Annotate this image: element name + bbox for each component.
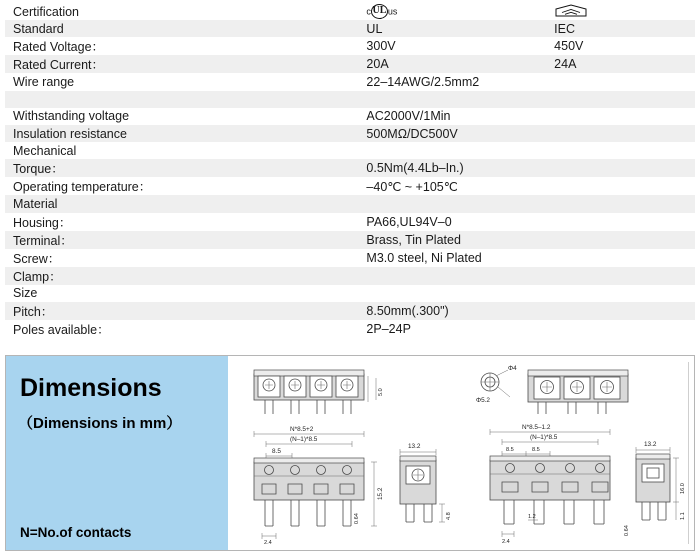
svg-text:N*8.5+2: N*8.5+2 (290, 426, 314, 433)
spec-body (5, 3, 695, 338)
specification-table (5, 3, 695, 338)
ul-us-text: us (387, 6, 398, 17)
spec-label: Standard (5, 20, 366, 37)
table-row (5, 249, 695, 267)
spec-value-ul: 8.50mm(.300") (366, 302, 554, 320)
spec-label: Rated Voltage： (5, 37, 366, 55)
spec-label: Withstanding voltage (5, 108, 366, 125)
spec-value-ul: 0.5Nm(4.4Lb–In.) (366, 159, 554, 177)
table-row (5, 125, 695, 142)
dimensions-header-block (6, 356, 228, 550)
drawing-front-view-right (490, 424, 610, 545)
spec-label: Material (5, 195, 366, 212)
svg-text:5.0: 5.0 (378, 388, 384, 396)
spec-value-iec (554, 91, 695, 108)
svg-text:13.2: 13.2 (408, 443, 421, 450)
svg-text:13.2: 13.2 (644, 441, 657, 448)
table-row (5, 320, 695, 338)
spec-value-iec (554, 267, 695, 285)
svg-text:N*8.5–1.2: N*8.5–1.2 (522, 424, 551, 431)
cert-ul-mark (366, 3, 554, 20)
svg-text:0.64: 0.64 (624, 525, 630, 536)
spec-label: Screw： (5, 249, 366, 267)
drawing-front-view (254, 426, 384, 546)
dimensions-panel (5, 355, 695, 551)
table-row (5, 73, 695, 90)
page-title: Dimensions (20, 374, 162, 402)
table-row (5, 213, 695, 231)
spec-value-iec (554, 213, 695, 231)
svg-text:4.8: 4.8 (446, 512, 452, 520)
spec-value-ul (366, 195, 554, 212)
spec-label: Clamp： (5, 267, 366, 285)
svg-text:Φ4: Φ4 (508, 365, 517, 372)
table-row (5, 55, 695, 73)
spec-value-iec (554, 108, 695, 125)
svg-text:1.2: 1.2 (528, 514, 536, 520)
spec-label: Size (5, 285, 366, 302)
spec-value-iec (554, 231, 695, 249)
spec-value-ul: PA66,UL94V–0 (366, 213, 554, 231)
table-row (5, 37, 695, 55)
spec-value-ul (366, 142, 554, 159)
spec-label: Torque： (5, 159, 366, 177)
spec-label (5, 91, 366, 108)
svg-text:2.4: 2.4 (264, 540, 272, 546)
svg-text:8.5: 8.5 (506, 447, 514, 453)
dimensions-note: N=No.of contacts (20, 525, 132, 540)
spec-value-ul: 22–14AWG/2.5mm2 (366, 73, 554, 90)
table-row (5, 231, 695, 249)
table-row (5, 20, 695, 37)
ul-c-text: c (366, 6, 371, 17)
table-row (5, 159, 695, 177)
spec-label: Rated Current： (5, 55, 366, 73)
table-row (5, 177, 695, 195)
table-row (5, 3, 695, 20)
spec-value-ul: 300V (366, 37, 554, 55)
table-row-spacer (5, 91, 695, 108)
spec-value-ul (366, 285, 554, 302)
spec-value-iec (554, 302, 695, 320)
spec-value-ul: 500MΩ/DC500V (366, 125, 554, 142)
spec-label: Pitch： (5, 302, 366, 320)
spec-value-iec (554, 320, 695, 338)
svg-text:2.4: 2.4 (502, 539, 510, 545)
svg-text:8.5: 8.5 (272, 448, 281, 455)
drawing-side-view-right (624, 441, 686, 536)
drawing-right-group (468, 360, 690, 546)
datasheet-page (0, 3, 700, 555)
spec-value-iec: 450V (554, 37, 695, 55)
spec-label: Mechanical (5, 142, 366, 159)
spec-value-ul: UL (366, 20, 554, 37)
spec-value-ul: 20A (366, 55, 554, 73)
spec-value-ul: 2P–24P (366, 320, 554, 338)
spec-value-ul (366, 267, 554, 285)
svg-text:15.2: 15.2 (377, 487, 384, 500)
spec-value-ul: Brass, Tin Plated (366, 231, 554, 249)
spec-label: Insulation resistance (5, 125, 366, 142)
spec-value-iec: IEC (554, 20, 695, 37)
svg-text:16.0: 16.0 (680, 483, 686, 494)
spec-label: Certification (5, 3, 366, 20)
spec-value-iec (554, 285, 695, 302)
table-row (5, 108, 695, 125)
spec-value-ul: AC2000V/1Min (366, 108, 554, 125)
hole-callout (476, 365, 517, 404)
spec-value-ul: M3.0 steel, Ni Plated (366, 249, 554, 267)
drawing-top-perspective (254, 370, 384, 414)
spec-value-iec (554, 73, 695, 90)
table-row (5, 285, 695, 302)
spec-label: Housing： (5, 213, 366, 231)
spec-value-iec (554, 195, 695, 212)
spec-label: Operating temperature： (5, 177, 366, 195)
spec-value-iec (554, 177, 695, 195)
spec-value-iec: 24A (554, 55, 695, 73)
svg-text:(N–1)*8.5: (N–1)*8.5 (530, 434, 558, 441)
spec-value-iec (554, 142, 695, 159)
drawing-left-group (232, 360, 466, 546)
ul-logo-icon: UL (371, 4, 388, 19)
svg-text:8.5: 8.5 (532, 447, 540, 453)
svg-text:Φ5.2: Φ5.2 (476, 397, 490, 404)
svg-text:(N–1)*8.5: (N–1)*8.5 (290, 436, 318, 443)
spec-value-iec (554, 159, 695, 177)
spec-value-iec (554, 125, 695, 142)
table-row (5, 302, 695, 320)
dimensions-drawings (228, 356, 694, 550)
table-row (5, 142, 695, 159)
spec-label: Wire range (5, 73, 366, 90)
svg-text:0.64: 0.64 (354, 513, 360, 524)
spec-value-iec (554, 249, 695, 267)
drawing-side-view (400, 443, 452, 522)
table-row (5, 267, 695, 285)
spec-value-ul (366, 91, 554, 108)
spec-label: Poles available： (5, 320, 366, 338)
spec-value-ul: –40℃ ~ +105℃ (366, 177, 554, 195)
spec-label: Terminal： (5, 231, 366, 249)
drawing-top-perspective-right (528, 370, 628, 414)
dimensions-subtitle: （Dimensions in mm） (18, 415, 182, 432)
iec-logo-icon (554, 4, 588, 19)
cert-iec-mark (554, 3, 695, 20)
table-row (5, 195, 695, 212)
svg-text:1.1: 1.1 (680, 512, 686, 520)
